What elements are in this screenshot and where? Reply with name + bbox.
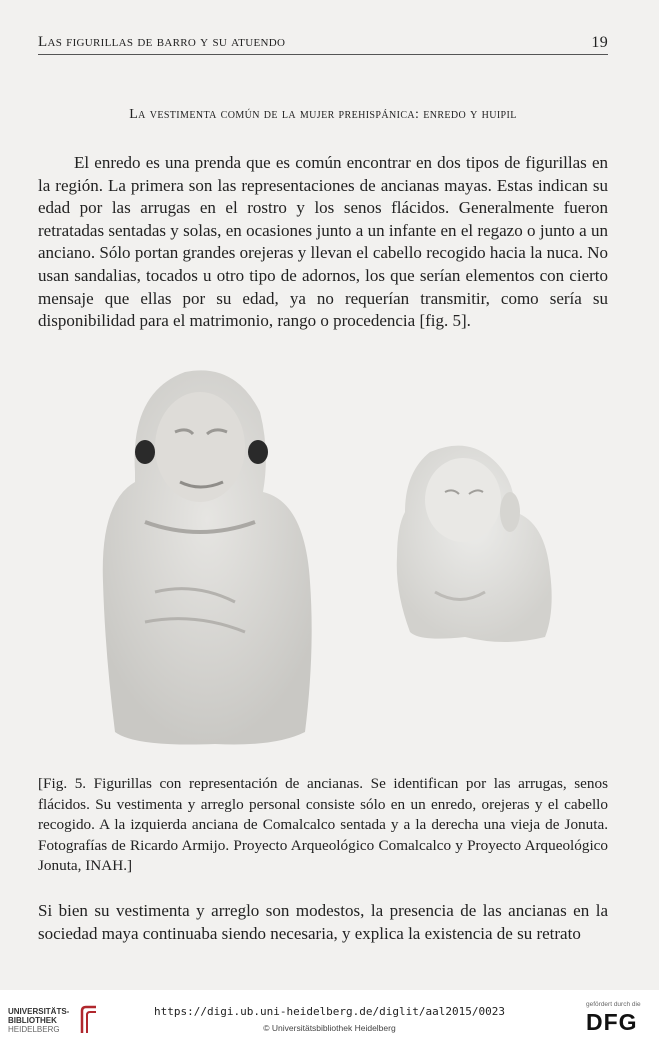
figurine-comalcalco-seated: [103, 370, 312, 744]
permalink-url[interactable]: https://digi.ub.uni-heidelberg.de/diglit/aal2015/0023: [154, 1005, 505, 1018]
figure-caption: [Fig. 5. Figurillas con representación de ancianas. Se identifican por las arrugas, senos flácidos. Su vestimenta y arreglo personal consiste sólo en un enredo, orejeras y el cabello recogido. A la izquierda anciana de Comalcalco sentada y a la derecha una vieja de Jonuta. Fotografías de Ricardo Armijo. Proyecto Arqueológico Comalcalco y Proyecto Arqueológico Jonuta, INAH.]: [38, 775, 608, 875]
section-heading: La vestimenta común de la mujer prehispánica: enredo y huipil: [129, 107, 517, 122]
library-name-line-1: UNIVERSITÄTS-: [8, 1007, 70, 1016]
funding-note: gefördert durch die: [586, 1001, 641, 1008]
running-head-title: Las figurillas de barro y su atuendo: [38, 34, 286, 50]
body-paragraph-1: El enredo es una prenda que es común encontrar en dos tipos de figurillas en la región. La primera son las representaciones de ancianas mayas. Estas indican su edad por las arrugas en el rostro y los senos flácidos. Generalmente fueron retratadas sentadas y solas, en ocasiones junto a un infante en el regazo o junto a un anciano. Sólo portan grandes orejeras y llevan el cabello recogido hacia la nuca. No usan sandalias, tocados u otro tipo de adornos, los que serían elementos con cierto mensaje que ellas por su edad, ya no requerían transmitir, como sería su disponibilidad para el matrimonio, rango o procedencia [fig. 5].: [38, 153, 608, 331]
body-paragraph-2: Si bien su vestimenta y arreglo son modestos, la presencia de las ancianas en la sociedad maya continuaba siendo necesaria, y explica la existencia de su retrato: [38, 901, 608, 943]
library-name-line-3: HEIDELBERG: [8, 1025, 60, 1034]
library-name-line-2: BIBLIOTHEK: [8, 1016, 57, 1025]
running-head: [38, 34, 608, 55]
page-number: 19: [591, 34, 608, 51]
figure-5-photographs: [75, 352, 575, 772]
dfg-logo-icon: DFG: [586, 1009, 638, 1035]
funder-logo[interactable]: [578, 1001, 653, 1039]
figurine-jonuta-old-woman: [397, 446, 552, 642]
copyright-notice: © Universitätsbibliothek Heidelberg: [263, 1023, 396, 1033]
